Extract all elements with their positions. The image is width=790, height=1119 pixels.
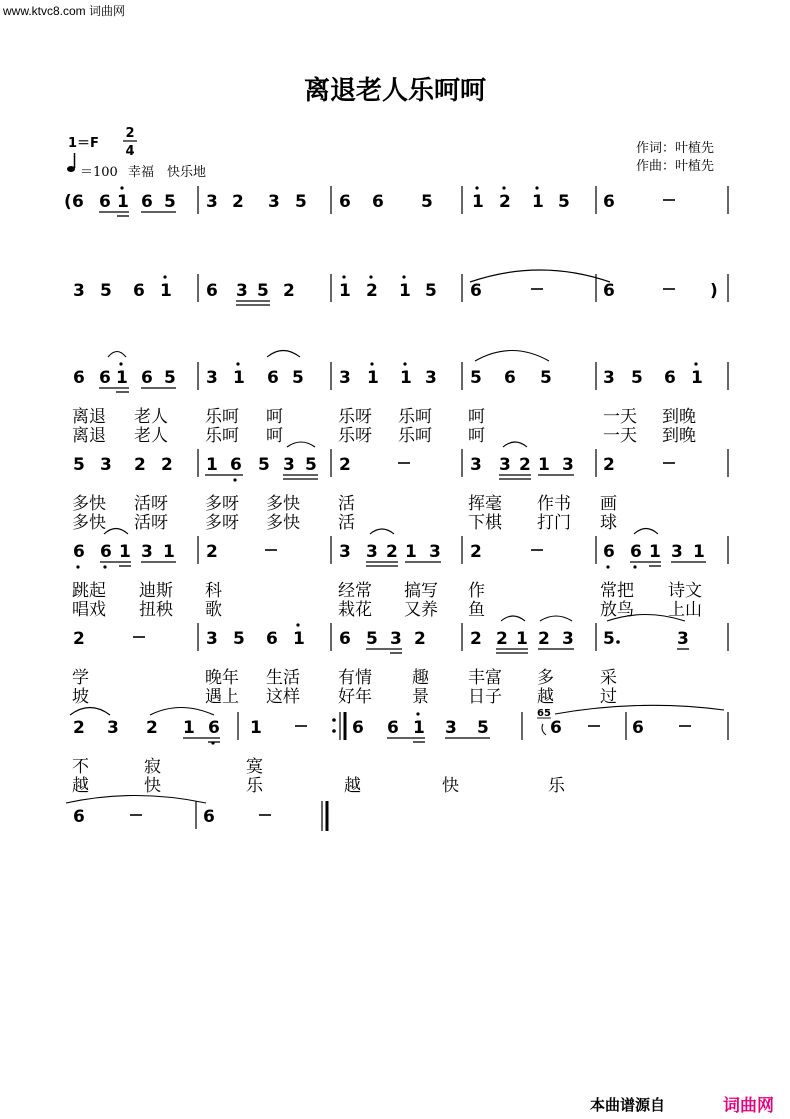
note: 1 <box>117 192 129 212</box>
paren-close: ) <box>710 281 718 301</box>
lyric: 活呀 <box>134 513 168 533</box>
note: 1 <box>339 281 351 301</box>
lyric: 多快 <box>266 494 300 514</box>
lyric: 乐呵 <box>398 426 432 446</box>
lyric: 离退 <box>72 426 106 446</box>
note: 1 <box>367 368 379 388</box>
note: 3 <box>73 281 85 301</box>
note: 5 <box>366 629 378 649</box>
note: 6 <box>72 192 84 212</box>
note: 5 <box>164 368 176 388</box>
note: 3 <box>283 455 295 475</box>
note: 5 <box>292 368 304 388</box>
lyric: 作书 <box>537 494 571 514</box>
note: 5 <box>470 368 482 388</box>
time-signature-bottom: 4 <box>125 144 135 158</box>
note: 1 <box>183 718 195 738</box>
note: 3 <box>339 368 351 388</box>
note: 1 <box>206 455 218 475</box>
footer-logo[interactable]: 词曲网 <box>723 1096 774 1116</box>
system-8 <box>66 796 327 832</box>
lyric: 科 <box>205 581 222 601</box>
lyric: 快 <box>144 776 161 796</box>
note: 2 <box>470 542 482 562</box>
lyric: 活 <box>338 494 355 514</box>
lyric: 一天 <box>603 407 637 427</box>
note: 6 <box>133 281 145 301</box>
lyric: 画 <box>600 494 617 514</box>
lyric: 打门 <box>537 513 571 533</box>
note: 6 <box>100 542 112 562</box>
note: 6 <box>266 629 278 649</box>
lyric: 多 <box>537 668 554 688</box>
note: 6 <box>632 718 644 738</box>
lyric: 采 <box>600 668 617 688</box>
tempo-marking: ＝100 <box>80 165 118 180</box>
song-title: 离退老人乐呵呵 <box>303 76 486 106</box>
lyric: 乐呵 <box>205 407 239 427</box>
lyric: 晚年 <box>205 668 239 688</box>
note: 3 <box>339 542 351 562</box>
lyric: 乐呵 <box>205 426 239 446</box>
lyric: 快 <box>442 776 459 796</box>
note: 1 <box>250 718 262 738</box>
system-3 <box>73 351 728 393</box>
lyric: 活呀 <box>134 494 168 514</box>
lyric: 到晚 <box>662 426 696 446</box>
note: 1 <box>160 281 172 301</box>
note: 5 <box>477 718 489 738</box>
note: 6 <box>206 281 218 301</box>
lyric: 迪斯 <box>139 581 173 601</box>
note: 6 <box>387 718 399 738</box>
note: 5 <box>631 368 643 388</box>
note: 3 <box>470 455 482 475</box>
lyric: 呵 <box>266 426 283 446</box>
lyric: 不 <box>72 757 89 777</box>
lyric: 乐呀 <box>338 407 372 427</box>
lyric: 鱼 <box>468 600 485 620</box>
note: 3 <box>499 455 511 475</box>
note: 6 <box>630 542 642 562</box>
note: 5 <box>540 368 552 388</box>
note: 1 <box>532 192 544 212</box>
note: 1 <box>472 192 484 212</box>
note: 5 <box>603 629 615 649</box>
lyric: 唱戏 <box>72 600 106 620</box>
note: 3 <box>107 718 119 738</box>
note: 5 <box>421 192 433 212</box>
note: 3 <box>603 368 615 388</box>
note: 5 <box>305 455 317 475</box>
lyric: 诗文 <box>668 581 702 601</box>
note: 1 <box>413 718 425 738</box>
note: 1 <box>233 368 245 388</box>
note: 3 <box>562 629 574 649</box>
lyric: 多快 <box>72 513 106 533</box>
note: 6 <box>73 542 85 562</box>
note: 5 <box>558 192 570 212</box>
lyric: 多快 <box>266 513 300 533</box>
note: 1 <box>293 629 305 649</box>
lyric: 乐 <box>246 776 263 796</box>
lyric: 多快 <box>72 494 106 514</box>
note: 1 <box>119 542 131 562</box>
lyric: 呵 <box>468 426 485 446</box>
lyric: 球 <box>600 513 617 533</box>
note: 1 <box>538 455 550 475</box>
lyricist-credit: 作词：叶植先 <box>636 141 715 156</box>
lyric: 放鸟 <box>600 600 634 620</box>
lyric: 歌 <box>205 600 222 620</box>
note: 1 <box>691 368 703 388</box>
lyric: 栽花 <box>338 600 372 620</box>
expression-marking: 幸福 快乐地 <box>128 165 207 180</box>
system-7 <box>70 705 728 744</box>
note: 3 <box>425 368 437 388</box>
note: 2 <box>414 629 426 649</box>
composer-credit: 作曲：叶植先 <box>636 159 715 174</box>
lyric: 寂 <box>144 757 161 777</box>
lyric: 离退 <box>72 407 106 427</box>
lyric: 乐呵 <box>398 407 432 427</box>
note: 1 <box>400 368 412 388</box>
site-watermark: www.ktvc8.com 词曲网 <box>3 4 126 18</box>
note: 5 <box>100 281 112 301</box>
note: 2 <box>366 281 378 301</box>
note: 6 <box>664 368 676 388</box>
note: 2 <box>339 455 351 475</box>
note: 3 <box>429 542 441 562</box>
note: 2 <box>603 455 615 475</box>
grace-note: 65 <box>537 708 551 719</box>
lyric: 好年 <box>338 687 372 707</box>
note: 3 <box>100 455 112 475</box>
lyric: 日子 <box>468 687 502 707</box>
note: 6 <box>73 368 85 388</box>
note: 6 <box>339 629 351 649</box>
note: 5 <box>425 281 437 301</box>
note: 5 <box>233 629 245 649</box>
lyric: 挥毫 <box>468 494 502 514</box>
system-5 <box>73 529 728 569</box>
lyric: 乐呀 <box>338 426 372 446</box>
lyric: 多呀 <box>205 494 239 514</box>
note: 3 <box>445 718 457 738</box>
lyric: 下棋 <box>468 513 502 533</box>
lyric: 到晚 <box>662 407 696 427</box>
lyric: 趣 <box>412 668 429 688</box>
lyric: 丰富 <box>468 668 502 688</box>
lyric: 扭秧 <box>139 600 173 620</box>
note: 3 <box>206 629 218 649</box>
lyric: 越 <box>72 776 89 796</box>
note: 5 <box>295 192 307 212</box>
lyric: 老人 <box>134 426 168 446</box>
lyric: 这样 <box>266 687 300 707</box>
note: 1 <box>649 542 661 562</box>
note: 6 <box>230 455 242 475</box>
lyric: 过 <box>600 687 617 707</box>
lyric: 遇上 <box>205 687 239 707</box>
note: 2 <box>134 455 146 475</box>
note: 2 <box>206 542 218 562</box>
lyric: 作 <box>468 581 485 601</box>
note: 2 <box>499 192 511 212</box>
time-signature-top: 2 <box>125 126 135 141</box>
note: 3 <box>141 542 153 562</box>
key-signature: 1＝F <box>68 136 99 151</box>
note: 3 <box>390 629 402 649</box>
lyric: 生活 <box>266 668 300 688</box>
note: 6 <box>470 281 482 301</box>
lyric: 一天 <box>603 426 637 446</box>
note: 3 <box>671 542 683 562</box>
note: 6 <box>99 368 111 388</box>
note: 1 <box>399 281 411 301</box>
note: 6 <box>73 807 85 827</box>
note: 2 <box>470 629 482 649</box>
footer-source-text: 本曲谱源自 <box>589 1096 665 1114</box>
note: 2 <box>386 542 398 562</box>
note: 3 <box>562 455 574 475</box>
note: 6 <box>203 807 215 827</box>
note: 6 <box>504 368 516 388</box>
note: 1 <box>163 542 175 562</box>
note: 6 <box>372 192 384 212</box>
note: 6 <box>603 281 615 301</box>
note: 1 <box>116 368 128 388</box>
lyric: 呵 <box>468 407 485 427</box>
note: 6 <box>603 542 615 562</box>
note: 6 <box>352 718 364 738</box>
lyric: 寞 <box>246 757 263 777</box>
system-6 <box>73 615 728 654</box>
note: 5 <box>164 192 176 212</box>
lyric: 老人 <box>134 407 168 427</box>
note: 2 <box>161 455 173 475</box>
note: 3 <box>206 192 218 212</box>
lyric: 上山 <box>668 600 702 620</box>
note: 6 <box>141 368 153 388</box>
note: 6 <box>550 718 562 738</box>
note: 2 <box>146 718 158 738</box>
note: 3 <box>366 542 378 562</box>
note: 3 <box>236 281 248 301</box>
note: 6 <box>339 192 351 212</box>
note: 5 <box>73 455 85 475</box>
lyric: 乐 <box>548 776 565 796</box>
note: 2 <box>519 455 531 475</box>
note: 6 <box>141 192 153 212</box>
note: 6 <box>99 192 111 212</box>
note: 2 <box>73 718 85 738</box>
system-4 <box>73 442 728 482</box>
lyric: 越 <box>537 687 554 707</box>
note: 5 <box>257 281 269 301</box>
note: 2 <box>73 629 85 649</box>
note: 2 <box>538 629 550 649</box>
lyric: 景 <box>412 687 429 707</box>
lyric: 学 <box>72 668 89 688</box>
lyric: 搞写 <box>404 581 438 601</box>
lyric: 跳起 <box>72 581 106 601</box>
lyric: 活 <box>338 513 355 533</box>
lyric: 多呀 <box>205 513 239 533</box>
note: 6 <box>208 718 220 738</box>
note: 1 <box>405 542 417 562</box>
note: 6 <box>603 192 615 212</box>
note: 2 <box>232 192 244 212</box>
note: 2 <box>283 281 295 301</box>
lyric: 越 <box>344 776 361 796</box>
note: 6 <box>267 368 279 388</box>
lyric: 又养 <box>404 600 438 620</box>
note: 3 <box>268 192 280 212</box>
lyric: 常把 <box>600 581 634 601</box>
lyric: 呵 <box>266 407 283 427</box>
system-1 <box>64 186 728 216</box>
note: 3 <box>206 368 218 388</box>
system-2 <box>73 270 728 305</box>
lyric: 坡 <box>72 687 89 707</box>
lyric: 经常 <box>338 581 372 601</box>
paren-open: ( <box>64 192 72 212</box>
note: 5 <box>258 455 270 475</box>
lyric: 有情 <box>338 668 372 688</box>
note: 1 <box>516 629 528 649</box>
note: 2 <box>496 629 508 649</box>
note: 3 <box>677 629 689 649</box>
note: 1 <box>693 542 705 562</box>
